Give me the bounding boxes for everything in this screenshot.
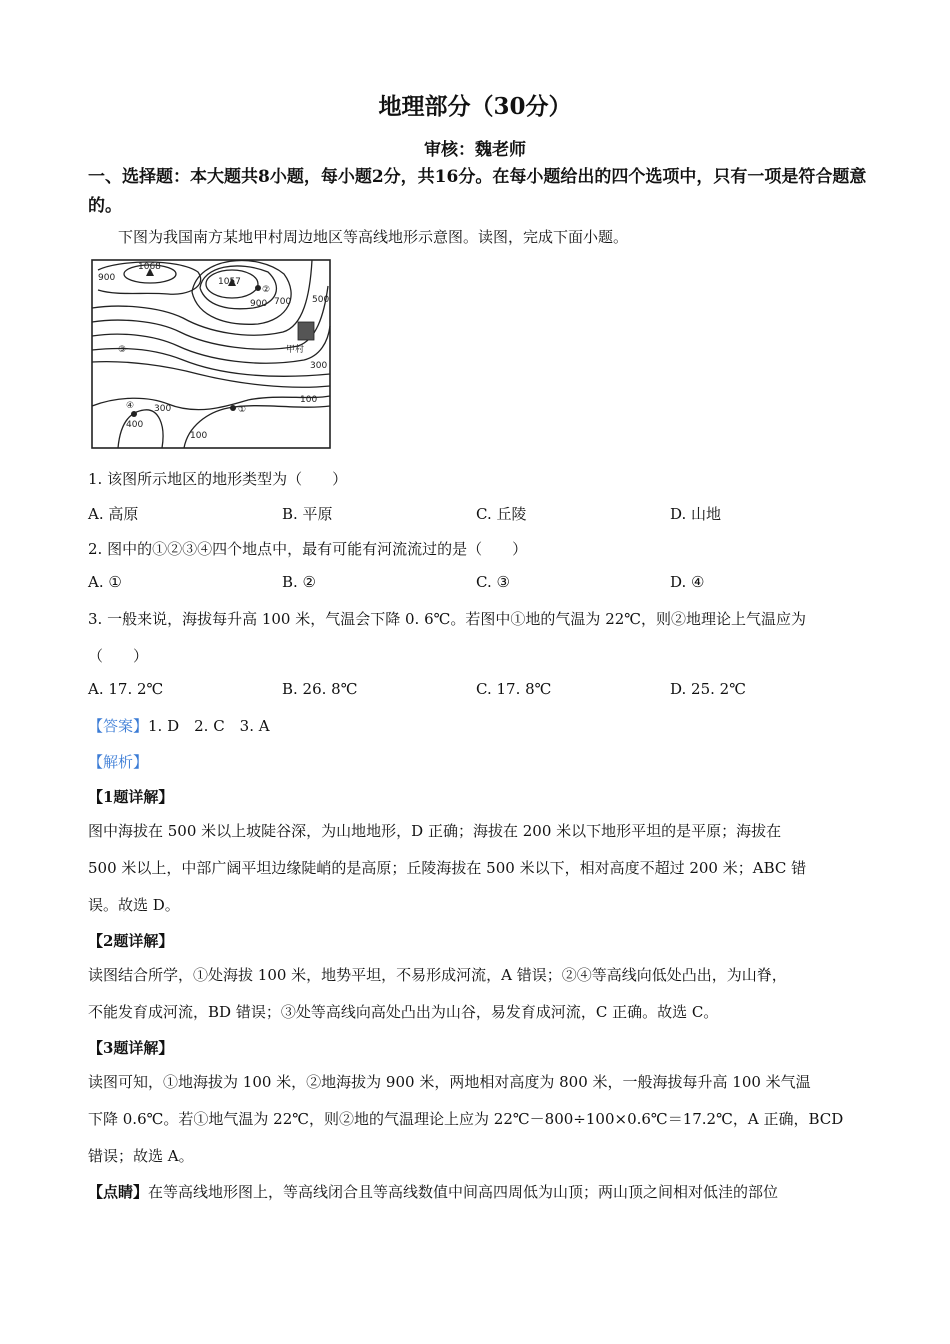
question-2-stem: 2. 图中的①②③④四个地点中，最有可能有河流流过的是（ ） <box>88 540 528 558</box>
map-label-peak2: 1057 <box>218 277 241 287</box>
q3-detail-line-3: 错误；故选 A。 <box>88 1147 194 1165</box>
contour-map <box>88 256 334 452</box>
map-label-c400: 400 <box>126 420 144 430</box>
q1-detail-line-3: 误。故选 D。 <box>88 896 180 914</box>
map-label-c100-right: 100 <box>300 395 318 405</box>
map-label-point3: ③ <box>118 345 127 355</box>
map-label-c900-right: 900 <box>250 299 268 309</box>
question-3-stem-cont: （ ） <box>88 647 149 665</box>
map-label-village: 甲村 <box>286 345 305 355</box>
q2-option-b: B. ② <box>282 573 317 591</box>
q2-detail-tag: 【2题详解】 <box>88 932 174 950</box>
map-label-peak1: 1068 <box>138 262 161 272</box>
q3-option-b: B. 26. 8℃ <box>282 680 358 698</box>
q1-option-a: A. 高原 <box>88 505 139 523</box>
tip-text: 在等高线地形图上，等高线闭合且等高线数值中间高四周低为山顶；两山顶之间相对低洼的部位 <box>148 1183 779 1201</box>
q1-option-d: D. 山地 <box>670 505 722 523</box>
page-title: 地理部分（30分） <box>378 93 572 120</box>
q1-option-b: B. 平原 <box>282 505 333 523</box>
map-label-c100-bottom: 100 <box>190 431 208 441</box>
q2-option-d: D. ④ <box>670 573 705 591</box>
answer-tag: 【答案】 <box>88 717 149 735</box>
q2-detail-line-2: 不能发育成河流，BD 错误；③处等高线向高处凸出为山谷，易发育成河流，C 正确。故选 C。 <box>88 1003 719 1021</box>
q1-detail-tag: 【1题详解】 <box>88 788 174 806</box>
map-label-c300-right: 300 <box>310 361 328 371</box>
map-label-c500: 500 <box>312 295 330 305</box>
answer-line <box>88 715 270 736</box>
q1-detail-line-2: 500 米以上，中部广阔平坦边缘陡峭的是高原；丘陵海拔在 500 米以下，相对高度不超过 200 米；ABC 错 <box>88 859 807 877</box>
map-label-c300-bottom: 300 <box>154 404 172 414</box>
answer-text: 1. D 2. C 3. A <box>148 717 270 735</box>
q3-detail-tag: 【3题详解】 <box>88 1039 174 1057</box>
q1-detail-line-1: 图中海拔在 500 米以上坡陡谷深，为山地地形，D 正确；海拔在 200 米以下地形平坦的是平原；海拔在 <box>88 822 782 840</box>
q3-detail-line-1: 读图可知，①地海拔为 100 米，②地海拔为 900 米，两地相对高度为 800 米，一般海拔每升高 100 米气温 <box>88 1073 811 1091</box>
q3-option-a: A. 17. 2℃ <box>88 680 164 698</box>
reviewer-line: 审核：魏老师 <box>424 140 526 160</box>
question-3-stem: 3. 一般来说，海拔每升高 100 米，气温会下降 0. 6℃。若图中①地的气温为 22℃，则②地理论上气温应为 <box>88 610 807 628</box>
question-1-stem: 1. 该图所示地区的地形类型为（ ） <box>88 470 348 488</box>
map-label-point2: ② <box>262 285 271 295</box>
q1-option-c: C. 丘陵 <box>476 505 527 523</box>
q2-detail-line-1: 读图结合所学，①处海拔 100 米，地势平坦，不易形成河流，A 错误；②④等高线向低处凸出，为山脊， <box>88 966 787 984</box>
q2-option-c: C. ③ <box>476 573 510 591</box>
map-label-c900-left: 900 <box>98 273 116 283</box>
map-label-c700: 700 <box>274 297 292 307</box>
map-label-point4: ④ <box>126 401 135 411</box>
q3-option-d: D. 25. 2℃ <box>670 680 746 698</box>
analysis-tag: 【解析】 <box>88 753 149 771</box>
q2-option-a: A. ① <box>88 573 122 591</box>
map-label-point1: ① <box>238 405 247 415</box>
q3-detail-line-2: 下降 0.6℃。若①地气温为 22℃，则②地的气温理论上应为 22℃－800÷100×0.6℃＝17.2℃，A 正确，BCD <box>88 1110 844 1128</box>
tip-line <box>88 1181 778 1202</box>
tip-tag: 【点睛】 <box>88 1183 149 1201</box>
section-heading: 一、选择题：本大题共8小题，每小题2分，共16分。在每小题给出的四个选项中，只有一项是符合题意的。 <box>88 167 867 216</box>
q3-option-c: C. 17. 8℃ <box>476 680 552 698</box>
intro-text: 下图为我国南方某地甲村周边地区等高线地形示意图。读图，完成下面小题。 <box>118 228 629 246</box>
